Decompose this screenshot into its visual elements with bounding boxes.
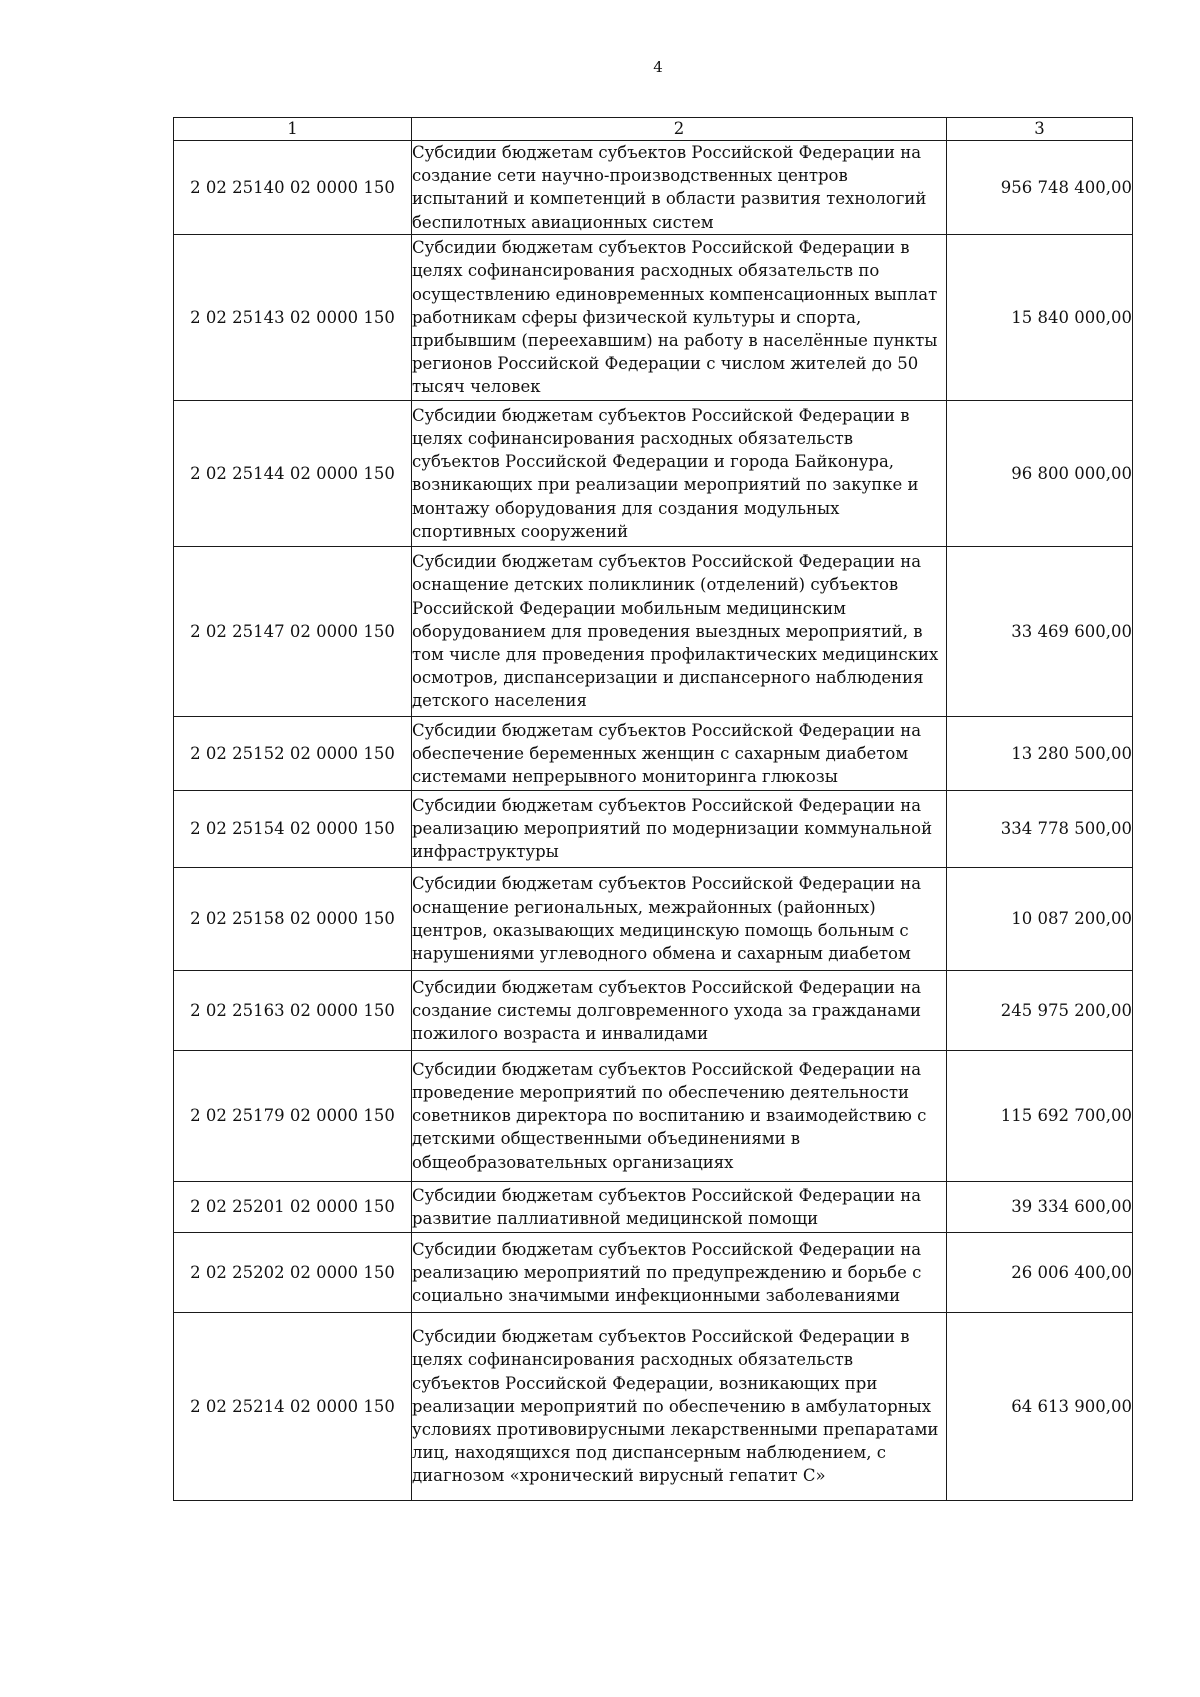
budget-code: 2 02 25154 02 0000 150 [174,790,412,867]
row-amount: 13 280 500,00 [947,716,1133,790]
budget-code: 2 02 25140 02 0000 150 [174,141,412,235]
table-row [174,141,1133,235]
budget-code: 2 02 25144 02 0000 150 [174,400,412,546]
table-row [174,234,1133,400]
table-row [174,1232,1133,1312]
row-description: Субсидии бюджетам субъектов Российской Федерации на обеспечение беременных женщин с сахарным диабетом системами непрерывного мониторинга глюкозы [412,716,947,790]
row-description: Субсидии бюджетам субъектов Российской Федерации в целях софинансирования расходных обязательств субъектов Российской Федерации и города Байконура, возникающих при реализации мероприятий по закупке и монтажу оборудования для создания модульных спортивных сооружений [412,400,947,546]
table-row [174,790,1133,867]
row-description: Субсидии бюджетам субъектов Российской Федерации в целях софинансирования расходных обязательств субъектов Российской Федерации, возникающих при реализации мероприятий по обеспечению в амбулаторных условиях противовирусными лекарственными препаратами лиц, находящихся под диспансерным наблюдением, с диагнозом «хронический вирусный гепатит С» [412,1312,947,1500]
budget-table [173,117,1133,1501]
table-row [174,1050,1133,1181]
budget-code: 2 02 25202 02 0000 150 [174,1232,412,1312]
table-row [174,970,1133,1050]
row-amount: 64 613 900,00 [947,1312,1133,1500]
row-amount: 96 800 000,00 [947,400,1133,546]
row-amount: 115 692 700,00 [947,1050,1133,1181]
row-description: Субсидии бюджетам субъектов Российской Федерации на оснащение региональных, межрайонных (районных) центров, оказывающих медицинскую помощь больным с нарушениями углеводного обмена и сахарным диабетом [412,867,947,970]
row-description: Субсидии бюджетам субъектов Российской Федерации на создание сети научно-производственных центров испытаний и компетенций в области развития технологий беспилотных авиационных систем [412,141,947,235]
row-description: Субсидии бюджетам субъектов Российской Федерации на проведение мероприятий по обеспечению деятельности советников директора по воспитанию и взаимодействию с детскими общественными объединениями в общеобразовательных организациях [412,1050,947,1181]
table-row [174,400,1133,546]
row-amount: 15 840 000,00 [947,234,1133,400]
budget-code: 2 02 25158 02 0000 150 [174,867,412,970]
row-amount: 10 087 200,00 [947,867,1133,970]
row-amount: 33 469 600,00 [947,546,1133,716]
row-description: Субсидии бюджетам субъектов Российской Федерации на развитие паллиативной медицинской помощи [412,1181,947,1232]
budget-code: 2 02 25147 02 0000 150 [174,546,412,716]
row-amount: 956 748 400,00 [947,141,1133,235]
table-row [174,716,1133,790]
row-amount: 334 778 500,00 [947,790,1133,867]
row-description: Субсидии бюджетам субъектов Российской Федерации на создание системы долговременного ухода за гражданами пожилого возраста и инвалидами [412,970,947,1050]
budget-code: 2 02 25179 02 0000 150 [174,1050,412,1181]
column-header: 2 [412,118,947,141]
budget-code: 2 02 25201 02 0000 150 [174,1181,412,1232]
page-number: 4 [653,58,663,76]
budget-code: 2 02 25214 02 0000 150 [174,1312,412,1500]
row-description: Субсидии бюджетам субъектов Российской Федерации на оснащение детских поликлиник (отделений) субъектов Российской Федерации мобильным медицинским оборудованием для проведения выездных мероприятий, в том числе для проведения профилактических медицинских осмотров, диспансеризации и диспансерного наблюдения детского населения [412,546,947,716]
row-description: Субсидии бюджетам субъектов Российской Федерации на реализацию мероприятий по предупреждению и борьбе с социально значимыми инфекционными заболеваниями [412,1232,947,1312]
row-description: Субсидии бюджетам субъектов Российской Федерации в целях софинансирования расходных обязательств по осуществлению единовременных компенсационных выплат работникам сферы физической культуры и спорта, прибывшим (переехавшим) на работу в населённые пункты регионов Российской Федерации с числом жителей до 50 тысяч человек [412,234,947,400]
table-row [174,867,1133,970]
table-header-row [174,118,1133,141]
table-row [174,546,1133,716]
budget-code: 2 02 25163 02 0000 150 [174,970,412,1050]
column-header: 3 [947,118,1133,141]
budget-code: 2 02 25143 02 0000 150 [174,234,412,400]
row-amount: 245 975 200,00 [947,970,1133,1050]
row-amount: 26 006 400,00 [947,1232,1133,1312]
row-amount: 39 334 600,00 [947,1181,1133,1232]
budget-code: 2 02 25152 02 0000 150 [174,716,412,790]
table-row [174,1312,1133,1500]
table-row [174,1181,1133,1232]
row-description: Субсидии бюджетам субъектов Российской Федерации на реализацию мероприятий по модернизации коммунальной инфраструктуры [412,790,947,867]
column-header: 1 [174,118,412,141]
